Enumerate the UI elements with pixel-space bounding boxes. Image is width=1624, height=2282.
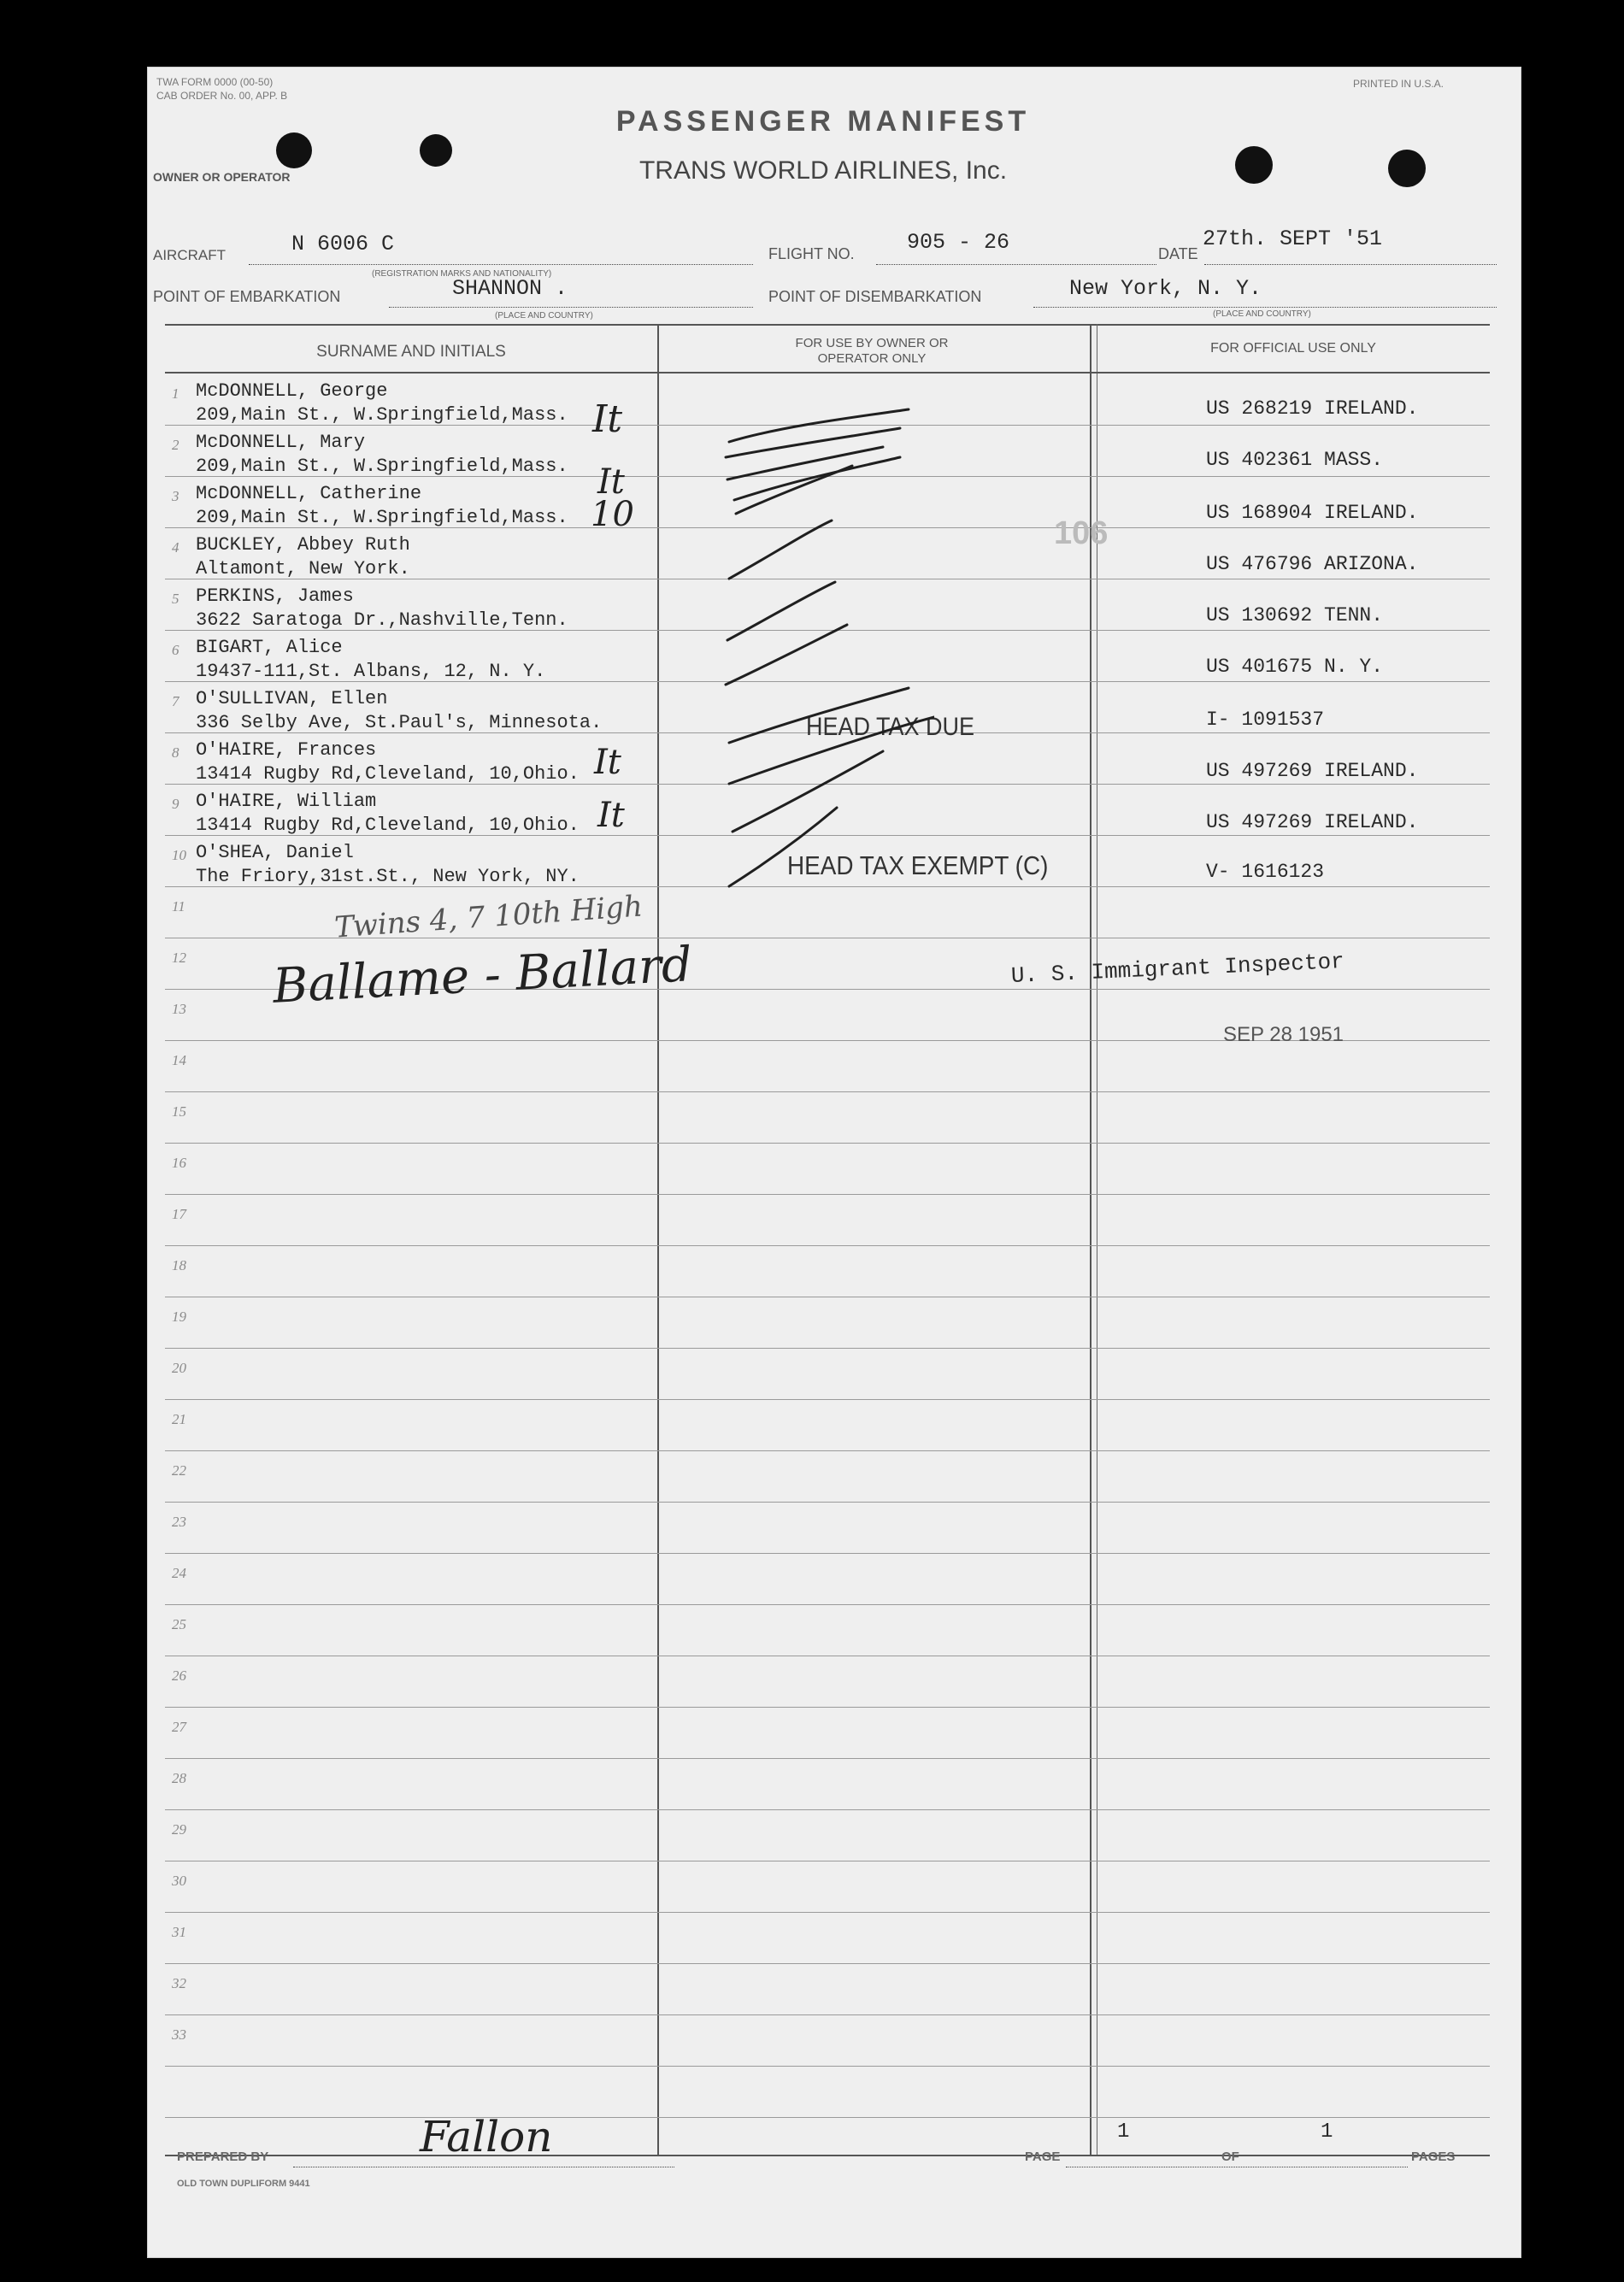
surname-column-header: SURNAME AND INITIALS bbox=[316, 343, 506, 361]
disembarkation-label: POINT OF DISEMBARKATION bbox=[768, 288, 982, 305]
official-entry: I- 1091537 bbox=[1206, 709, 1325, 731]
passenger-address: The Friory,31st.St., New York, NY. bbox=[196, 866, 580, 887]
row-number: 10 bbox=[172, 847, 186, 863]
flight-label: FLIGHT NO. bbox=[768, 245, 855, 262]
punch-hole bbox=[1388, 150, 1426, 187]
row-number: 33 bbox=[172, 2026, 186, 2043]
punch-hole bbox=[276, 132, 312, 168]
official-entry: V- 1616123 bbox=[1206, 861, 1325, 883]
row-number: 24 bbox=[172, 1565, 186, 1581]
disembarkation-value: New York, N. Y. bbox=[1069, 276, 1262, 301]
table-top-border bbox=[165, 324, 1490, 326]
official-entry: US 402361 MASS. bbox=[1206, 449, 1384, 471]
aircraft-value: N 6006 C bbox=[291, 232, 395, 256]
punch-hole bbox=[1235, 146, 1273, 184]
passenger-address: 13414 Rugby Rd,Cleveland, 10,Ohio. bbox=[196, 815, 580, 836]
place-caption: (PLACE AND COUNTRY) bbox=[495, 311, 593, 321]
passenger-name: McDONNELL, George bbox=[196, 380, 388, 402]
place-caption: (PLACE AND COUNTRY) bbox=[1213, 309, 1311, 319]
passenger-name: BUCKLEY, Abbey Ruth bbox=[196, 534, 410, 556]
row-number: 27 bbox=[172, 1719, 186, 1735]
passenger-address: 13414 Rugby Rd,Cleveland, 10,Ohio. bbox=[196, 763, 580, 785]
manifest-title: PASSENGER MANIFEST bbox=[615, 105, 1031, 138]
passenger-address: 209,Main St., W.Springfield,Mass. bbox=[196, 404, 568, 426]
prepared-by-label: PREPARED BY bbox=[177, 2150, 269, 2164]
aircraft-label: AIRCRAFT bbox=[153, 247, 226, 263]
row-number: 17 bbox=[172, 1206, 186, 1222]
date-rule bbox=[1204, 264, 1497, 265]
passenger-name: BIGART, Alice bbox=[196, 637, 343, 658]
page-label: PAGE bbox=[1025, 2150, 1061, 2164]
row-number: 6 bbox=[172, 642, 179, 658]
passenger-address: 3622 Saratoga Dr.,Nashville,Tenn. bbox=[196, 609, 568, 631]
prepared-signature: Fallon bbox=[420, 2112, 553, 2161]
passenger-name: McDONNELL, Catherine bbox=[196, 483, 422, 504]
passenger-address: 209,Main St., W.Springfield,Mass. bbox=[196, 456, 568, 477]
passenger-name: McDONNELL, Mary bbox=[196, 432, 366, 453]
column-divider bbox=[1090, 324, 1091, 2155]
row-number: 29 bbox=[172, 1821, 186, 1838]
passenger-name: O'HAIRE, William bbox=[196, 791, 377, 812]
official-entry: US 268219 IRELAND. bbox=[1206, 397, 1419, 420]
table-bottom-border bbox=[165, 2155, 1490, 2156]
flight-rule bbox=[876, 264, 1156, 265]
check-mark: It bbox=[592, 397, 623, 441]
form-note: OLD TOWN DUPLIFORM 9441 bbox=[177, 2179, 310, 2189]
date-value: 27th. SEPT '51 bbox=[1203, 226, 1383, 251]
embarkation-value: SHANNON . bbox=[452, 276, 568, 301]
header-bottom-border bbox=[165, 372, 1490, 373]
row-number: 22 bbox=[172, 1462, 186, 1479]
passenger-name: O'SHEA, Daniel bbox=[196, 842, 354, 863]
faint-number-stamp: 106 bbox=[1054, 515, 1109, 551]
passenger-address: 19437-111,St. Albans, 12, N. Y. bbox=[196, 661, 546, 682]
row-number: 4 bbox=[172, 539, 179, 556]
row-number: 31 bbox=[172, 1924, 186, 1940]
official-entry: US 497269 IRELAND. bbox=[1206, 811, 1419, 833]
row-number: 18 bbox=[172, 1257, 186, 1273]
printed-note: PRINTED IN U.S.A. bbox=[1353, 78, 1445, 90]
passenger-name: O'SULLIVAN, Ellen bbox=[196, 688, 388, 709]
official-entry: US 168904 IRELAND. bbox=[1206, 502, 1419, 524]
date-stamp: SEP 28 1951 bbox=[1223, 1023, 1345, 1046]
punch-hole bbox=[420, 134, 452, 167]
form-code: TWA FORM 0000 (00-50) bbox=[156, 76, 274, 88]
passenger-address: 209,Main St., W.Springfield,Mass. bbox=[196, 507, 568, 528]
row-number: 19 bbox=[172, 1309, 186, 1325]
of-value: 1 bbox=[1321, 2120, 1333, 2144]
row-number: 32 bbox=[172, 1975, 186, 1991]
registration-caption: (REGISTRATION MARKS AND NATIONALITY) bbox=[372, 269, 552, 279]
operator-name: TRANS WORLD AIRLINES, Inc. bbox=[638, 156, 1008, 185]
official-entry: US 476796 ARIZONA. bbox=[1206, 553, 1419, 575]
owner-label: OWNER OR OPERATOR bbox=[153, 170, 291, 184]
immigrant-inspector-stamp: U. S. Immigrant Inspector bbox=[1010, 948, 1345, 989]
check-mark: 10 bbox=[591, 495, 634, 534]
row-number: 26 bbox=[172, 1667, 186, 1684]
head-tax-exempt-stamp: HEAD TAX EXEMPT (C) bbox=[787, 850, 1049, 880]
embarkation-rule bbox=[389, 307, 753, 308]
check-mark: It bbox=[597, 462, 625, 502]
row-number: 11 bbox=[172, 898, 185, 915]
page-value: 1 bbox=[1117, 2120, 1130, 2144]
row-number: 23 bbox=[172, 1514, 186, 1530]
head-tax-due-stamp: HEAD TAX DUE bbox=[806, 713, 975, 741]
row-number: 7 bbox=[172, 693, 179, 709]
row-number: 12 bbox=[172, 950, 186, 966]
official-entry: US 401675 N. Y. bbox=[1206, 656, 1384, 678]
flight-value: 905 - 26 bbox=[907, 230, 1010, 255]
check-mark: It bbox=[594, 743, 621, 782]
official-entry: US 497269 IRELAND. bbox=[1206, 760, 1419, 782]
aircraft-rule bbox=[249, 264, 753, 265]
check-mark: It bbox=[597, 796, 625, 835]
of-label: OF bbox=[1221, 2150, 1239, 2164]
handwritten-note: Twins 4, 7 10th High bbox=[333, 889, 644, 945]
owner-use-column-header: FOR USE BY OWNER OR OPERATOR ONLY bbox=[795, 336, 949, 366]
row-number: 9 bbox=[172, 796, 179, 812]
row-number: 28 bbox=[172, 1770, 186, 1786]
row-number: 21 bbox=[172, 1411, 186, 1427]
row-number: 16 bbox=[172, 1155, 186, 1171]
check-strokes bbox=[627, 384, 934, 897]
row-number: 2 bbox=[172, 437, 179, 453]
passenger-name: PERKINS, James bbox=[196, 585, 354, 607]
row-number: 20 bbox=[172, 1360, 186, 1376]
pages-label: PAGES bbox=[1411, 2150, 1456, 2164]
manifest-page bbox=[147, 67, 1521, 2258]
passenger-address: Altamont, New York. bbox=[196, 558, 410, 579]
passenger-address: 336 Selby Ave, St.Paul's, Minnesota. bbox=[196, 712, 603, 733]
embarkation-label: POINT OF EMBARKATION bbox=[153, 288, 341, 305]
row-number: 13 bbox=[172, 1001, 186, 1017]
official-entry: US 130692 TENN. bbox=[1206, 604, 1384, 626]
form-code: CAB ORDER No. 00, APP. B bbox=[156, 90, 288, 102]
row-number: 1 bbox=[172, 385, 179, 402]
row-number: 25 bbox=[172, 1616, 186, 1632]
row-number: 15 bbox=[172, 1103, 186, 1120]
row-number: 5 bbox=[172, 591, 179, 607]
row-number: 30 bbox=[172, 1873, 186, 1889]
row-number: 8 bbox=[172, 744, 179, 761]
passenger-name: O'HAIRE, Frances bbox=[196, 739, 377, 761]
disembarkation-rule bbox=[1033, 307, 1497, 308]
row-number: 14 bbox=[172, 1052, 186, 1068]
row-number: 3 bbox=[172, 488, 179, 504]
date-label: DATE bbox=[1158, 245, 1198, 262]
official-use-column-header: FOR OFFICIAL USE ONLY bbox=[1210, 341, 1376, 356]
inspector-signature: Ballame - Ballard bbox=[271, 937, 694, 1015]
